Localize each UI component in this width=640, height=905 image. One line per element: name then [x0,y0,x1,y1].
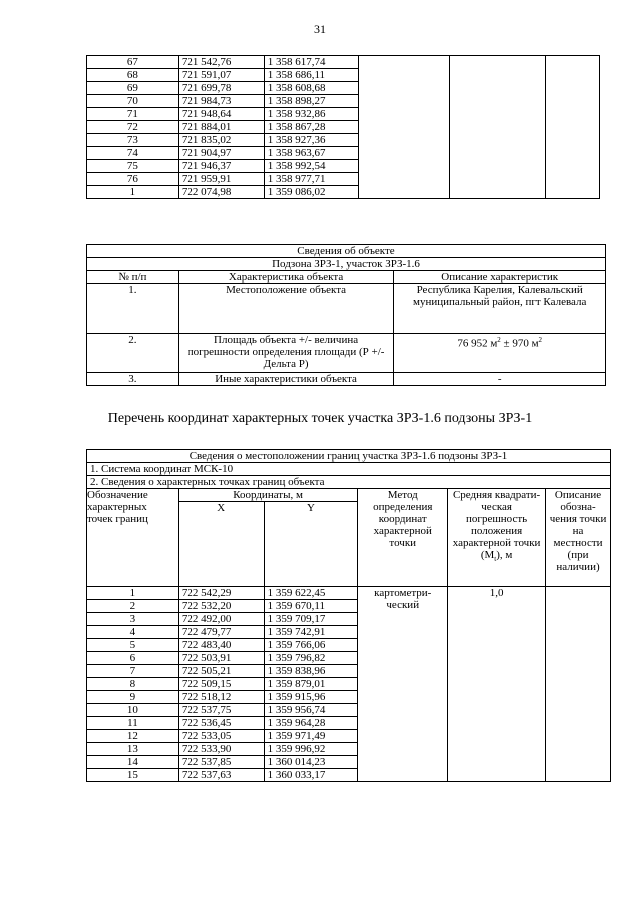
point-number: 1 [87,186,179,199]
coord-x: 722 505,21 [178,665,264,678]
coord-y: 1 358 608,68 [264,82,358,95]
coord-y: 1 358 963,67 [264,147,358,160]
row-characteristic: Площадь объекта +/- величина погрешности определения площади (Р +/- Дельта Р) [178,334,394,373]
coord-y: 1 358 992,54 [264,160,358,173]
coord-y: 1 359 964,28 [264,717,358,730]
coord-y: 1 359 956,74 [264,704,358,717]
coord-y: 1 359 086,02 [264,186,358,199]
coord-y: 1 359 971,49 [264,730,358,743]
point-number: 70 [87,95,179,108]
row-characteristic: Иные характеристики объекта [178,373,394,386]
coord-x: 722 542,29 [178,587,264,600]
coordinate-system: 1. Система координат МСК-10 [87,463,611,476]
table-row [87,373,606,386]
point-number: 12 [87,730,179,743]
coord-y: 1 359 796,82 [264,652,358,665]
method-value: картометри-ческий [358,587,448,782]
object-info-table [86,244,606,386]
coord-x: 721 904,97 [178,147,264,160]
table-row [87,334,606,373]
area-unit-exponent: 2 [497,336,501,344]
point-number: 10 [87,704,179,717]
area-error-unit-exponent: 2 [538,336,543,344]
col-error-tail: ), м [496,549,513,561]
point-number: 4 [87,626,179,639]
point-number: 11 [87,717,179,730]
point-number: 76 [87,173,179,186]
coord-y: 1 358 686,11 [264,69,358,82]
coord-x: 722 483,40 [178,639,264,652]
point-number: 13 [87,743,179,756]
point-number: 14 [87,756,179,769]
coords-table-title: Сведения о местоположении границ участка ЗРЗ-1.6 подзоны ЗРЗ-1 [87,450,611,463]
point-number: 74 [87,147,179,160]
coord-y: 1 359 996,92 [264,743,358,756]
col-error [448,489,546,587]
coord-x: 722 537,85 [178,756,264,769]
point-number: 6 [87,652,179,665]
coord-x: 722 492,00 [178,613,264,626]
points-header: 2. Сведения о характерных точках границ объекта [87,476,611,489]
point-number: 3 [87,613,179,626]
coord-y: 1 359 838,96 [264,665,358,678]
coord-y: 1 358 927,36 [264,134,358,147]
area-error-value: ± 970 м [500,337,539,350]
coord-x: 722 503,91 [178,652,264,665]
point-number: 8 [87,678,179,691]
section-heading: Перечень координат характерных точек участка ЗРЗ-1.6 подзоны ЗРЗ-1 [107,411,533,426]
coordinates-table-continued [86,55,600,199]
coord-y: 1 358 867,28 [264,121,358,134]
description-cell [546,56,600,199]
object-table-subtitle: Подзона ЗРЗ-1, участок ЗРЗ-1.6 [87,258,606,271]
point-number: 72 [87,121,179,134]
method-cell [358,56,450,199]
coord-y: 1 358 977,71 [264,173,358,186]
coord-y: 1 360 014,23 [264,756,358,769]
col-designation: Обозначение характерных точек границ [87,489,179,587]
object-table-title: Сведения об объекте [87,245,606,258]
coord-y: 1 359 622,45 [264,587,358,600]
row-description: Республика Карелия, Калевальский муниципальный район, пгт Калевала [394,284,606,334]
col-description: Описание обозна-чения точки на местности (при наличии) [546,489,611,587]
object-header-characteristic: Характеристика объекта [178,271,394,284]
col-coordinates: Координаты, м [178,489,357,502]
boundary-coordinates-table [86,449,611,782]
coord-x: 722 532,20 [178,600,264,613]
coord-x: 721 699,78 [178,82,264,95]
page-number: 31 [314,22,326,36]
point-number: 5 [87,639,179,652]
point-number: 7 [87,665,179,678]
coord-x: 721 946,37 [178,160,264,173]
object-header-description: Описание характеристик [394,271,606,284]
description-value [546,587,611,782]
point-number: 67 [87,56,179,69]
col-method: Метод определения координат характерной точки [358,489,448,587]
point-number: 71 [87,108,179,121]
coord-x: 722 479,77 [178,626,264,639]
area-value: 76 952 м [457,337,498,350]
col-y: Y [264,502,358,587]
coord-x: 722 074,98 [178,186,264,199]
coord-y: 1 359 709,17 [264,613,358,626]
row-characteristic: Местоположение объекта [178,284,394,334]
point-number: 2 [87,600,179,613]
row-number: 3. [87,373,179,386]
coord-x: 721 984,73 [178,95,264,108]
row-description [394,334,606,373]
col-error-subscript: t [494,555,497,564]
point-number: 15 [87,769,179,782]
point-number: 73 [87,134,179,147]
coord-x: 721 884,01 [178,121,264,134]
error-value: 1,0 [448,587,546,782]
coord-y: 1 359 879,01 [264,678,358,691]
coord-x: 722 533,90 [178,743,264,756]
col-x: X [178,502,264,587]
coord-x: 722 509,15 [178,678,264,691]
coord-x: 722 537,75 [178,704,264,717]
coord-y: 1 360 033,17 [264,769,358,782]
coord-x: 722 533,05 [178,730,264,743]
point-number: 9 [87,691,179,704]
coord-y: 1 359 915,96 [264,691,358,704]
table-row [87,56,600,69]
coord-x: 722 518,12 [178,691,264,704]
coord-x: 721 542,76 [178,56,264,69]
coord-x: 721 959,91 [178,173,264,186]
point-number: 75 [87,160,179,173]
coord-x: 722 537,63 [178,769,264,782]
col-error-text: Средняя квадрати-ческая погрешность положения характерной точки (M [452,489,541,561]
table-row [87,284,606,334]
coord-x: 722 536,45 [178,717,264,730]
coord-y: 1 358 932,86 [264,108,358,121]
coord-y: 1 359 670,11 [264,600,358,613]
coord-y: 1 358 617,74 [264,56,358,69]
object-header-number: № п/п [87,271,179,284]
coord-y: 1 358 898,27 [264,95,358,108]
coord-y: 1 359 766,06 [264,639,358,652]
coord-x: 721 948,64 [178,108,264,121]
coord-y: 1 359 742,91 [264,626,358,639]
row-number: 1. [87,284,179,334]
row-number: 2. [87,334,179,373]
coord-x: 721 835,02 [178,134,264,147]
error-cell [450,56,546,199]
point-number: 1 [87,587,179,600]
point-number: 68 [87,69,179,82]
point-number: 69 [87,82,179,95]
table-row [87,587,611,600]
row-description: - [394,373,606,386]
coord-x: 721 591,07 [178,69,264,82]
